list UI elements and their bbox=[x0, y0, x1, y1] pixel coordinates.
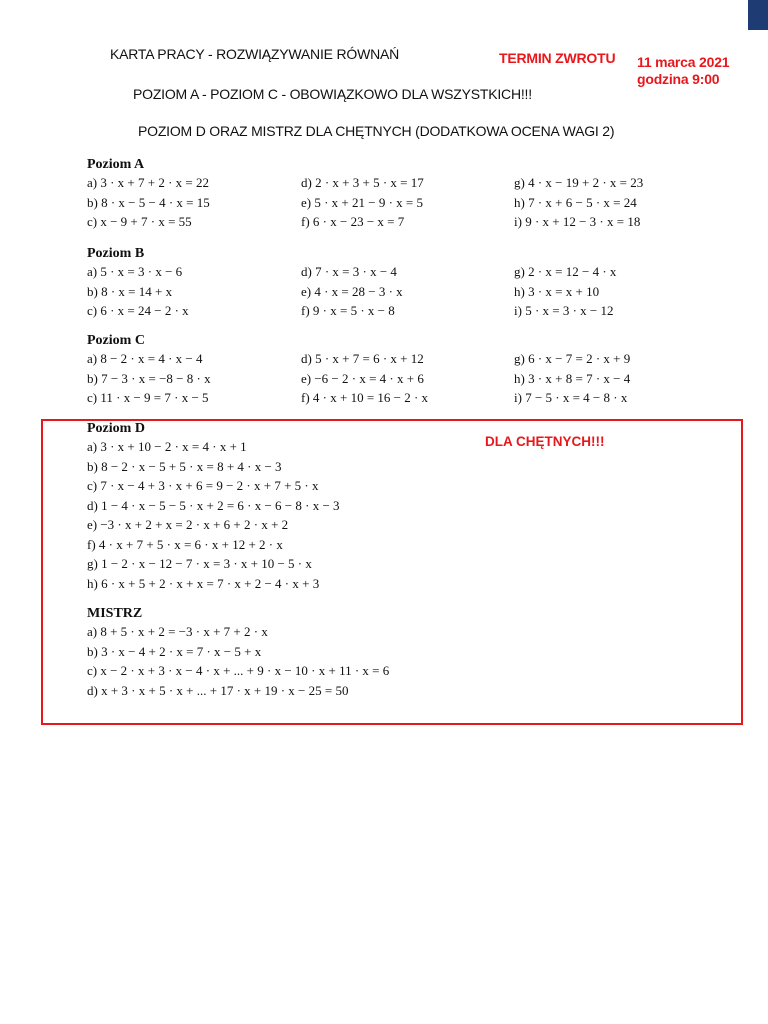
equation: i) 5 · x = 3 · x − 12 bbox=[514, 303, 614, 318]
equation: e) −3 · x + 2 + x = 2 · x + 6 + 2 · x + 2 bbox=[87, 517, 289, 532]
equation: e) 5 · x + 21 − 9 · x = 5 bbox=[301, 194, 424, 210]
level-c-title: Poziom C bbox=[87, 333, 145, 348]
level-b-title: Poziom B bbox=[87, 246, 145, 261]
equation: b) 8 − 2 · x − 5 + 5 · x = 8 + 4 · x − 3 bbox=[87, 458, 282, 474]
equation: h) 6 · x + 5 + 2 · x + x = 7 · x + 2 − 4 · x + 3 bbox=[87, 575, 320, 591]
equation: b) 8 · x − 5 − 4 · x = 15 bbox=[87, 194, 210, 210]
equation: b) 8 · x = 14 + x bbox=[87, 283, 173, 299]
equation: b) 3 · x − 4 + 2 · x = 7 · x − 5 + x bbox=[87, 643, 262, 659]
level-d-section bbox=[87, 421, 340, 593]
level-a-col-3 bbox=[514, 173, 643, 232]
level-b-col-2 bbox=[301, 262, 403, 321]
equation: i) 9 · x + 12 − 3 · x = 18 bbox=[514, 214, 641, 229]
equation: c) x − 9 + 7 · x = 55 bbox=[87, 214, 192, 229]
equation: a) 8 + 5 · x + 2 = −3 · x + 7 + 2 · x bbox=[87, 624, 268, 639]
equation: c) 6 · x = 24 − 2 · x bbox=[87, 303, 189, 318]
level-a-col-2 bbox=[301, 173, 424, 232]
equation: g) 6 · x − 7 = 2 · x + 9 bbox=[514, 351, 631, 366]
corner-tab bbox=[748, 0, 768, 30]
mandatory-note: POZIOM A - POZIOM C - OBOWIĄZKOWO DLA WSZYSTKICH!!! bbox=[133, 86, 532, 102]
equation: h) 3 · x + 8 = 7 · x − 4 bbox=[514, 370, 631, 386]
equation: d) 1 − 4 · x − 5 − 5 · x + 2 = 6 · x − 6 − 8 · x − 3 bbox=[87, 497, 340, 513]
level-c-col-3 bbox=[514, 349, 630, 408]
deadline-label: TERMIN ZWROTU bbox=[499, 50, 616, 66]
equation: c) 11 · x − 9 = 7 · x − 5 bbox=[87, 390, 209, 405]
equation: i) 7 − 5 · x = 4 − 8 · x bbox=[514, 390, 628, 405]
level-b-section bbox=[87, 246, 727, 318]
equation: f) 4 · x + 10 = 16 − 2 · x bbox=[301, 390, 429, 405]
level-a-col-1 bbox=[87, 173, 210, 232]
equation: e) −6 − 2 · x = 4 · x + 6 bbox=[301, 370, 424, 386]
level-b-col-3 bbox=[514, 262, 616, 321]
level-b-col-1 bbox=[87, 262, 189, 321]
equation: h) 7 · x + 6 − 5 · x = 24 bbox=[514, 194, 637, 210]
equation: g) 4 · x − 19 + 2 · x = 23 bbox=[514, 175, 644, 190]
equation: d) 7 · x = 3 · x − 4 bbox=[301, 264, 397, 279]
level-c-section bbox=[87, 333, 727, 405]
worksheet-title: KARTA PRACY - ROZWIĄZYWANIE RÓWNAŃ bbox=[110, 46, 400, 62]
equation: g) 2 · x = 12 − 4 · x bbox=[514, 264, 617, 279]
level-a-section bbox=[87, 157, 727, 229]
mistrz-section bbox=[87, 606, 389, 700]
equation: c) 7 · x − 4 + 3 · x + 6 = 9 − 2 · x + 7 + 5 · x bbox=[87, 478, 319, 493]
equation: f) 9 · x = 5 · x − 8 bbox=[301, 303, 395, 318]
equation: h) 3 · x = x + 10 bbox=[514, 283, 600, 299]
level-c-col-1 bbox=[87, 349, 211, 408]
level-a-title: Poziom A bbox=[87, 157, 145, 172]
deadline-hour: godzina 9:00 bbox=[637, 71, 720, 87]
equation: e) 4 · x = 28 − 3 · x bbox=[301, 283, 403, 299]
optional-badge: DLA CHĘTNYCH!!! bbox=[485, 434, 605, 449]
equation: g) 1 − 2 · x − 12 − 7 · x = 3 · x + 10 − 5 · x bbox=[87, 556, 312, 571]
equation: d) 2 · x + 3 + 5 · x = 17 bbox=[301, 175, 424, 190]
equation: c) x − 2 · x + 3 · x − 4 · x + ... + 9 · x − 10 · x + 11 · x = 6 bbox=[87, 663, 390, 678]
equation: a) 3 · x + 10 − 2 · x = 4 · x + 1 bbox=[87, 439, 247, 454]
equation: f) 6 · x − 23 − x = 7 bbox=[301, 214, 405, 229]
level-c-col-2 bbox=[301, 349, 428, 408]
level-d-title: Poziom D bbox=[87, 421, 145, 436]
equation: a) 3 · x + 7 + 2 · x = 22 bbox=[87, 175, 210, 190]
equation: a) 8 − 2 · x = 4 · x − 4 bbox=[87, 351, 203, 366]
optional-note: POZIOM D ORAZ MISTRZ DLA CHĘTNYCH (DODATKOWA OCENA WAGI 2) bbox=[138, 123, 615, 139]
equation: d) 5 · x + 7 = 6 · x + 12 bbox=[301, 351, 424, 366]
mistrz-title: MISTRZ bbox=[87, 606, 143, 621]
equation: d) x + 3 · x + 5 · x + ... + 17 · x + 19 · x − 25 = 50 bbox=[87, 682, 349, 698]
deadline-date: 11 marca 2021 bbox=[637, 54, 730, 70]
equation: a) 5 · x = 3 · x − 6 bbox=[87, 264, 183, 279]
equation: b) 7 − 3 · x = −8 − 8 · x bbox=[87, 370, 211, 386]
equation: f) 4 · x + 7 + 5 · x = 6 · x + 12 + 2 · x bbox=[87, 536, 283, 552]
